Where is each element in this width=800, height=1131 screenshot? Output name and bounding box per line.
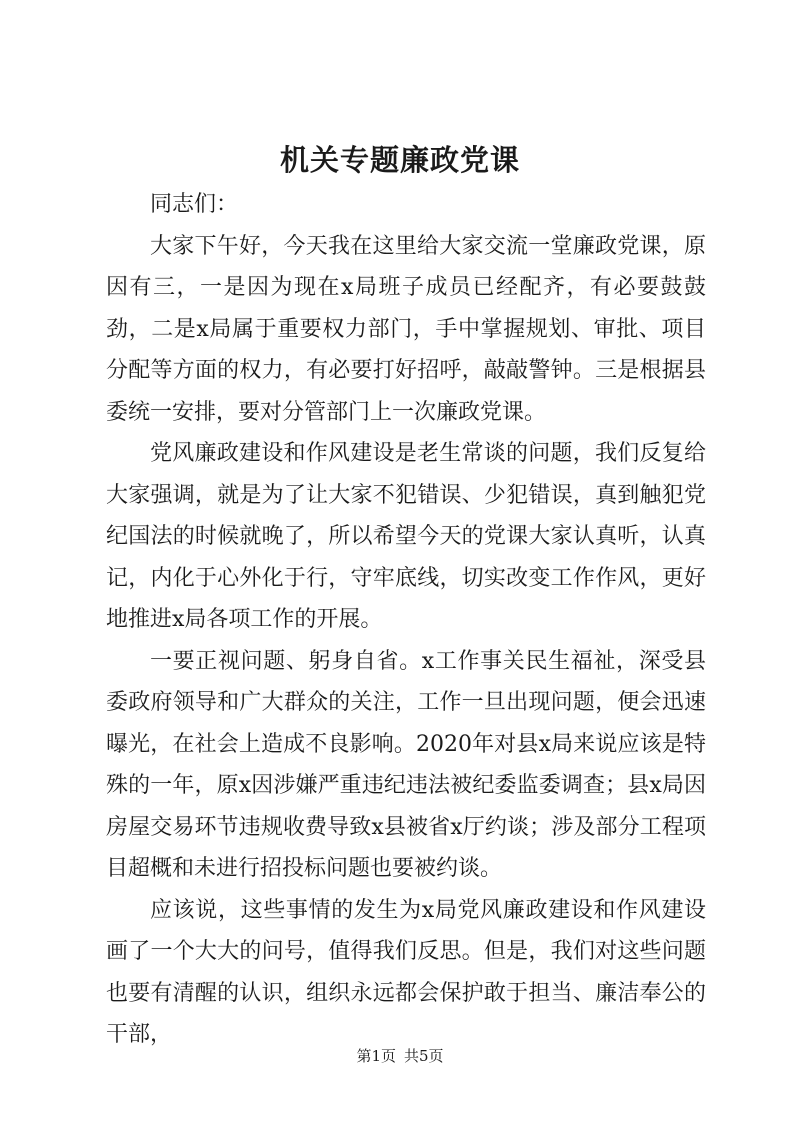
- page-total: 共5页: [404, 1047, 444, 1065]
- paragraph-2: 党风廉政建设和作风建设是老生常谈的问题，我们反复给大家强调，就是为了让大家不犯错误、少犯错误，真到触犯党纪国法的时候就晚了，所以希望今天的党课大家认真听，认真记，内化于心外化于行，守牢底线，切实改变工作作风，更好地推进x局各项工作的开展。: [106, 441, 706, 632]
- page-number: 第1页: [356, 1047, 396, 1065]
- paragraph-4: 应该说，这些事情的发生为x局党风廉政建设和作风建设画了一个大大的问号，值得我们反思。但是，我们对这些问题也要有清醒的认识，组织永远都会保护敢于担当、廉洁奉公的干部，: [106, 897, 706, 1047]
- salutation: 同志们：: [150, 192, 239, 217]
- paragraph-1: 大家下午好，今天我在这里给大家交流一堂廉政党课，原因有三，一是因为现在x局班子成员已经配齐，有必要鼓鼓劲，二是x局属于重要权力部门，手中掌握规划、审批、项目分配等方面的权力，有必要打好招呼，敲敲警钟。三是根据县委统一安排，要对分管部门上一次廉政党课。: [106, 233, 706, 425]
- page-footer: [0, 1046, 800, 1066]
- paragraph-3: 一要正视问题、躬身自省。x工作事关民生福祉，深受县委政府领导和广大群众的关注，工作一旦出现问题，便会迅速曝光，在社会上造成不良影响。2020年对县x局来说应该是特殊的一年，原x因涉嫌严重违纪违法被纪委监委调查；县x局因房屋交易环节违规收费导致x县被省x厅约谈；涉及部分工程项目超概和未进行招投标问题也要被约谈。: [106, 648, 706, 881]
- document-body: [106, 184, 706, 1056]
- document-title: 机关专题廉政党课: [279, 143, 520, 177]
